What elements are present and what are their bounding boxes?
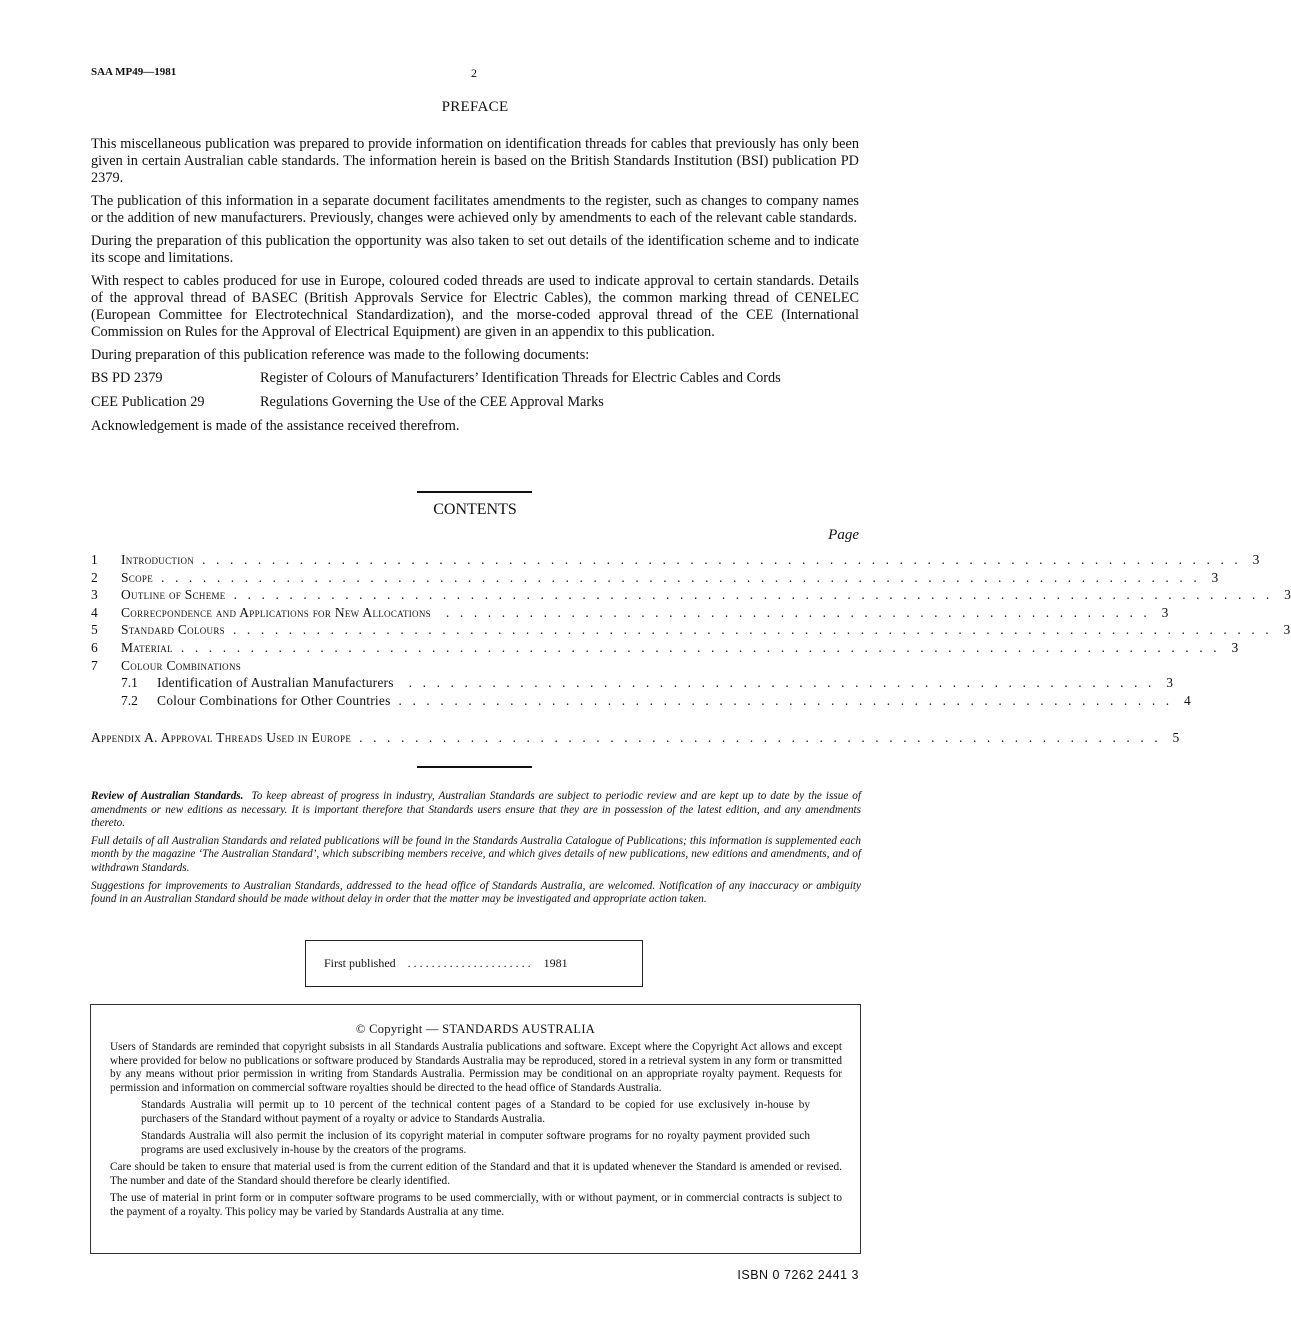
section-divider	[417, 491, 532, 493]
toc-leader: . . . . . . . . . . . . . . . . . . . . . . . . . . . . . . . . . . . . . . . . . . . . . . . . . . . . . . . . . . . . . . . . . . . . . . . . . . .	[202, 552, 1242, 567]
review-paragraph: Full details of all Australian Standards and related publications will be found in the Standards Australia Catalogue of Publications; this information is supplemented each month by the magazine ‘The Australian Standard’, which subscribing members receive, and which gives details of new publications, new editions and amendments, and of withdrawn Standards.	[91, 834, 861, 874]
preface-paragraph: The publication of this information in a separate document facilitates amendments to the register, such as changes to company names or the addition of new manufacturers. Previously, changes were achieved only by amendments to each of the relevant cable standards.	[91, 193, 859, 226]
toc-leader: . . . . . . . . . . . . . . . . . . . . . . . . . . . . . . . . . . . . . . . . . . . . . . . . . . . . . . . . . . . . . . . . . . . . . . . . . . .	[180, 639, 1221, 655]
preface-paragraph: During preparation of this publication reference was made to the following documents:	[91, 347, 590, 363]
toc-title: Standard Colours	[121, 622, 225, 638]
document-id: SAA MP49—1981	[91, 66, 177, 78]
toc-number: 6	[91, 639, 98, 655]
copyright-paragraph: Care should be taken to ensure that material used is from the current edition of the Standard and that it is updated whenever the Standard is amended or revised. The number and date of the Standard should therefore be clearly identified.	[110, 1161, 842, 1187]
review-heading: Review of Australian Standards.	[91, 790, 244, 802]
toc-entry	[91, 569, 1219, 588]
toc-page: 3	[1252, 552, 1260, 567]
toc-page: 3	[1211, 569, 1219, 585]
toc-page: 5	[1172, 730, 1180, 745]
toc-leader: . . . . . . . . . . . . . . . . . . . . . . . . . . . . . . . . . . . . . . . . . . . . . . . . . . . . . . . . . . . . . . . . . . . . . . . . . . .	[232, 622, 1273, 638]
copyright-paragraph: Standards Australia will permit up to 10 percent of the technical content pages of a Standard to be copied for use exclusively in-house by purchasers of the Standard without payment of a royalty or advice to Standards Australia.	[141, 1099, 810, 1125]
copyright-title: © Copyright — STANDARDS AUSTRALIA	[355, 1022, 596, 1036]
toc-entry	[91, 552, 1260, 570]
table-of-contents	[91, 552, 1291, 710]
preface-paragraph: During the preparation of this publication the opportunity was also taken to set out details of the identification scheme and to indicate its scope and limitations.	[91, 233, 859, 266]
reference-title: Regulations Governing the Use of the CEE Approval Marks	[260, 394, 604, 410]
isbn: ISBN 0 7262 2441 3	[737, 1268, 859, 1282]
preface-paragraph: This miscellaneous publication was prepared to provide information on identification threads for cables that previously has only been given in certain Australian cable standards. The information herein is based on the British Standards Institution (BSI) publication PD 2379.	[91, 136, 859, 186]
preface-title: PREFACE	[441, 99, 509, 115]
toc-title: Introduction	[121, 552, 195, 567]
review-notes	[91, 790, 861, 911]
toc-page: 3	[1283, 622, 1291, 638]
toc-entry	[91, 730, 1180, 748]
toc-page: 4	[1184, 692, 1191, 708]
toc-leader: . . . . . . . . . . . . . . . . . . . . . . . . . . . . . . . . . . . . . . . . . . . . . . . . . . . . . . . . . . . . . . . . . . . . . . . . . . .	[161, 569, 1201, 585]
toc-title: Correcpondence and Applications for New Allocations	[121, 604, 431, 620]
toc-page: 3	[1161, 604, 1169, 620]
reference-row	[91, 370, 859, 387]
page-column-label: Page	[828, 527, 859, 543]
toc-leader: . . . . . . . . . . . . . . . . . . . . . . . . . . . . . . . . . . . . . . . . . . . . . . . . . . . . . .	[401, 675, 1156, 691]
toc-title: Material	[121, 639, 173, 655]
toc-number: 4	[91, 604, 98, 620]
toc-number: 1	[91, 552, 98, 567]
toc-number: 5	[91, 622, 98, 638]
toc-title: Colour Combinations for Other Countries	[157, 692, 391, 708]
preface-paragraph: With respect to cables produced for use in Europe, coloured coded threads are used to indicate approval to certain standards. Details of the approval thread of BASEC (British Approvals Service for Electric Cables), the common marking thread of CENELEC (European Committee for Electrotechnical Standardization), and the morse-coded approval thread of the CEE (International Commission on Rules for the Approval of Electrical Equipment) are given in an appendix to this publication.	[91, 273, 859, 340]
copyright-paragraph: Users of Standards are reminded that copyright subsists in all Standards Australia publications and software. Except where the Copyright Act allows and except where provided for below no publications or software produced by Standards Australia may be reproduced, stored in a retrieval system in any form or transmitted by any means without prior permission in writing from Standards Australia. Permission may be conditional on an appropriate royalty payment. Requests for permission and information on commercial software royalties should be directed to the head office of Standards Australia.	[110, 1041, 842, 1094]
section-divider	[417, 766, 532, 768]
toc-subentry	[91, 692, 1191, 711]
first-published-leader: .....................	[407, 956, 534, 970]
toc-page: 3	[1231, 639, 1239, 655]
toc-appendix	[91, 730, 1180, 748]
copyright-box	[90, 1004, 861, 1254]
reference-row	[91, 394, 859, 411]
contents-title: CONTENTS	[433, 501, 517, 518]
toc-entry	[91, 587, 1291, 605]
toc-leader: . . . . . . . . . . . . . . . . . . . . . . . . . . . . . . . . . . . . . . . . . . . . . . . . . . . . . . . .	[398, 692, 1173, 708]
copyright-paragraph: The use of material in print form or in computer software programs to be used commercially, with or without payment, or in commercial contracts is subject to the payment of a royalty. This policy may be varied by Standards Australia at any time.	[110, 1192, 842, 1218]
toc-leader: . . . . . . . . . . . . . . . . . . . . . . . . . . . . . . . . . . . . . . . . . . . . . . . . . . .	[438, 604, 1151, 620]
acknowledgement: Acknowledgement is made of the assistance received therefrom.	[91, 418, 460, 434]
toc-number: 7.2	[121, 692, 138, 708]
toc-entry	[91, 639, 1239, 658]
reference-code: CEE Publication 29	[91, 394, 205, 410]
review-paragraph: Suggestions for improvements to Australian Standards, addressed to the head office of Standards Australia, are welcomed. Notification of any inaccuracy or ambiguity found in an Australian Standard should be made without delay in order that the matter may be investigated and appropriate action taken.	[91, 879, 861, 906]
toc-number: 7.1	[121, 675, 138, 691]
toc-number: 2	[91, 569, 98, 585]
toc-number: 3	[91, 587, 98, 603]
reference-title: Register of Colours of Manufacturers’ Identification Threads for Electric Cables and Cords	[260, 370, 781, 386]
toc-page: 3	[1166, 675, 1174, 691]
preface-body	[91, 136, 859, 441]
toc-page: 3	[1284, 587, 1291, 603]
page-number: 2	[471, 66, 477, 80]
first-published-year: 1981	[543, 956, 568, 970]
toc-leader: . . . . . . . . . . . . . . . . . . . . . . . . . . . . . . . . . . . . . . . . . . . . . . . . . . . . . . . . . .	[359, 730, 1162, 745]
reference-code: BS PD 2379	[91, 370, 163, 386]
toc-title: Appendix A. Approval Threads Used in Europe	[91, 730, 352, 745]
toc-subentry	[91, 675, 1174, 693]
first-published-label: First published	[324, 956, 396, 970]
toc-title: Colour Combinations	[121, 657, 242, 673]
toc-title: Identification of Australian Manufacturers	[157, 675, 394, 691]
copyright-paragraph: Standards Australia will also permit the inclusion of its copyright material in computer software programs for no royalty payment provided such programs are used exclusively in-house by the creators of the programs.	[141, 1130, 810, 1156]
toc-title: Scope	[121, 569, 154, 585]
toc-entry	[91, 604, 1169, 623]
review-text: To keep abreast of progress in industry, Australian Standards are subject to periodic review and are kept up to date by the issue of amendments or new editions as necessary. It is important therefore that Standards users ensure that they are in possession of the latest edition, and any amendments thereto.	[91, 790, 862, 830]
toc-number: 7	[91, 657, 98, 673]
toc-leader: . . . . . . . . . . . . . . . . . . . . . . . . . . . . . . . . . . . . . . . . . . . . . . . . . . . . . . . . . . . . . . . . . . . . . . . . . . .	[233, 587, 1273, 603]
first-published-box	[305, 940, 643, 987]
toc-title: Outline of Scheme	[121, 587, 226, 603]
toc-entry	[91, 622, 1291, 640]
review-paragraph	[91, 790, 861, 831]
toc-entry	[91, 658, 851, 676]
copyright-body	[110, 1041, 842, 1219]
